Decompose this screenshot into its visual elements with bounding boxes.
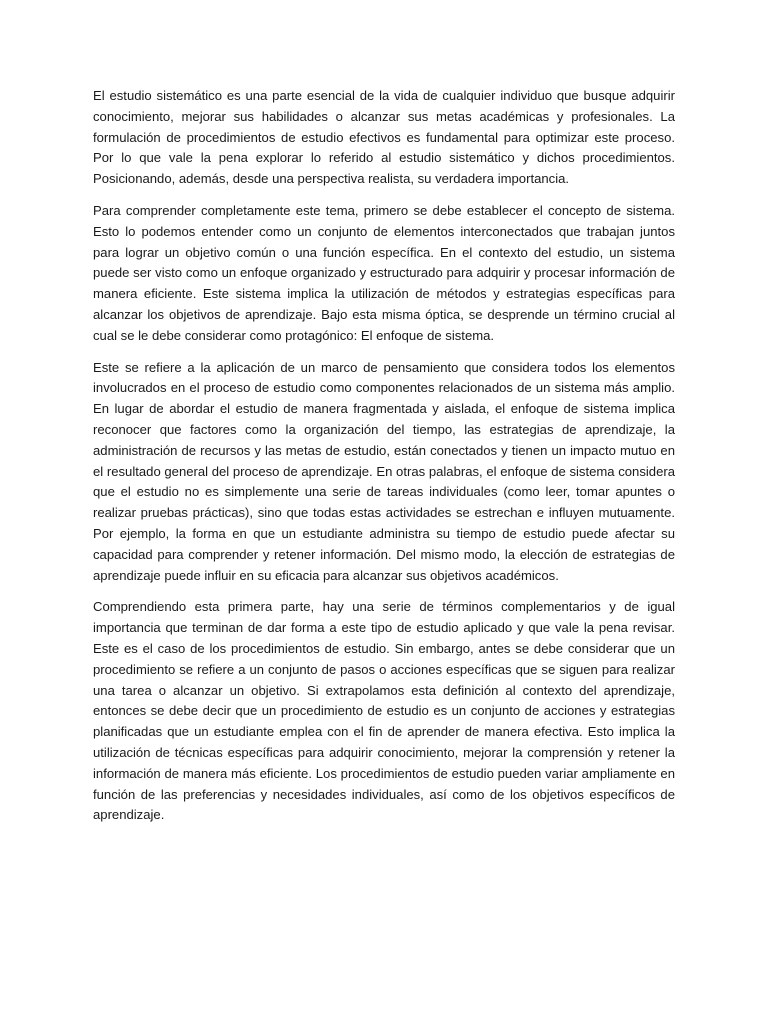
document-page <box>93 86 675 837</box>
paragraph-1: El estudio sistemático es una parte esencial de la vida de cualquier individuo que busque adquirir conocimiento, mejorar sus habilidades o alcanzar sus metas académicas y profesionales. La formulación de procedimientos de estudio efectivos es fundamental para optimizar este proceso. Por lo que vale la pena explorar lo referido al estudio sistemático y dichos procedimientos. Posicionando, además, desde una perspectiva realista, su verdadera importancia. <box>93 88 675 187</box>
paragraph-3: Este se refiere a la aplicación de un marco de pensamiento que considera todos los elementos involucrados en el proceso de estudio como componentes relacionados de un sistema más amplio. En lugar de abordar el estudio de manera fragmentada y aislada, el enfoque de sistema implica reconocer que factores como la organización del tiempo, las estrategias de aprendizaje, la administración de recursos y las metas de estudio, están conectados y tienen un impacto mutuo en el resultado general del proceso de aprendizaje. En otras palabras, el enfoque de sistema considera que el estudio no es simplemente una serie de tareas individuales (como leer, tomar apuntes o realizar pruebas prácticas), sino que todas estas actividades se estrechan e influyen mutuamente. Por ejemplo, la forma en que un estudiante administra su tiempo de estudio puede afectar su capacidad para comprender y retener información. Del mismo modo, la elección de estrategias de aprendizaje puede influir en su eficacia para alcanzar sus objetivos académicos. <box>93 359 675 583</box>
paragraph-4: Comprendiendo esta primera parte, hay una serie de términos complementarios y de igual importancia que terminan de dar forma a este tipo de estudio aplicado y que vale la pena revisar. Este es el caso de los procedimientos de estudio. Sin embargo, antes se debe considerar que un procedimiento se refiere a un conjunto de pasos o acciones específicas que se siguen para realizar una tarea o alcanzar un objetivo. Si extrapolamos esta definición al contexto del aprendizaje, entonces se debe decir que un procedimiento de estudio es un conjunto de acciones y estrategias planificadas que un estudiante emplea con el fin de aprender de manera efectiva. Esto implica la utilización de técnicas específicas para adquirir conocimiento, mejorar la comprensión y retener la información de manera más eficiente. Los procedimientos de estudio pueden variar ampliamente en función de las preferencias y necesidades individuales, así como de los objetivos específicos de aprendizaje. <box>93 599 675 823</box>
paragraph-2: Para comprender completamente este tema, primero se debe establecer el concepto de sistema. Esto lo podemos entender como un conjunto de elementos interconectados que trabajan juntos para lograr un objetivo común o una función específica. En el contexto del estudio, un sistema puede ser visto como un enfoque organizado y estructurado para adquirir y procesar información de manera eficiente. Este sistema implica la utilización de métodos y estrategias específicas para alcanzar los objetivos de aprendizaje. Bajo esta misma óptica, se desprende un término crucial al cual se le debe considerar como protagónico: El enfoque de sistema. <box>93 202 675 343</box>
